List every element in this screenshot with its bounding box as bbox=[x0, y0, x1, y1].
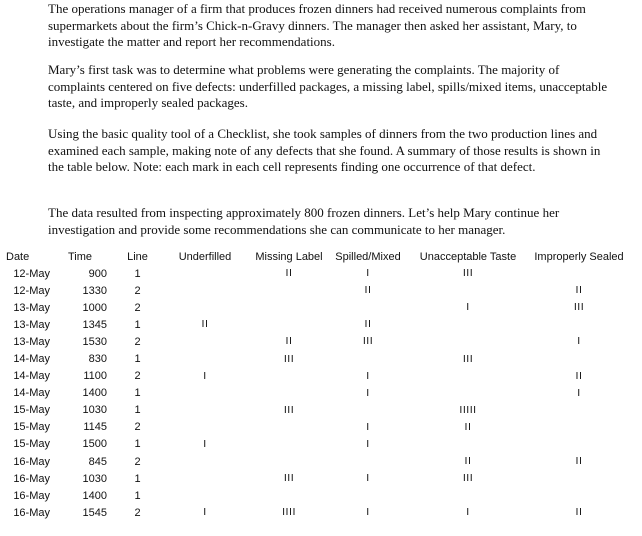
cell-underfilled bbox=[160, 453, 250, 470]
header-spilled-mixed: Spilled/Mixed bbox=[335, 250, 401, 263]
cell-spilled-mixed: I bbox=[366, 268, 370, 280]
header-improperly-sealed: Improperly Sealed bbox=[534, 250, 624, 263]
cell-line: 1 bbox=[134, 318, 141, 331]
cell-time: 1530 bbox=[82, 335, 107, 348]
cell-unacceptable-taste bbox=[408, 333, 528, 350]
cell-date: 15-May bbox=[13, 438, 50, 451]
cell-line: 1 bbox=[134, 353, 141, 366]
cell-time: 1545 bbox=[82, 506, 107, 519]
cell-time: 1400 bbox=[82, 387, 107, 400]
table-row bbox=[0, 402, 630, 419]
cell-line: 2 bbox=[134, 421, 141, 434]
cell-underfilled bbox=[160, 350, 250, 367]
cell-underfilled bbox=[160, 470, 250, 487]
cell-underfilled bbox=[160, 487, 250, 504]
paragraph-defects: Mary’s first task was to determine what problems were generating the complaints. The majority of complaints centered on five defects: underfilled packages, a missing label, spills/mixed items, unacceptable taste, and improperly sealed packages. bbox=[48, 62, 608, 110]
cell-spilled-mixed: II bbox=[364, 285, 372, 297]
cell-improperly-sealed: I bbox=[577, 387, 581, 399]
cell-spilled-mixed: II bbox=[364, 319, 372, 331]
table-row bbox=[0, 419, 630, 436]
cell-date: 13-May bbox=[13, 318, 50, 331]
cell-date: 16-May bbox=[13, 472, 50, 485]
cell-date: 15-May bbox=[13, 404, 50, 417]
header-underfilled: Underfilled bbox=[178, 250, 232, 263]
cell-missing-label: III bbox=[283, 473, 295, 485]
table-row bbox=[0, 299, 630, 316]
cell-improperly-sealed: III bbox=[573, 302, 585, 314]
cell-line: 1 bbox=[134, 404, 141, 417]
cell-line: 2 bbox=[134, 455, 141, 468]
header-line: Line bbox=[127, 250, 148, 263]
cell-spilled-mixed: I bbox=[366, 421, 370, 433]
cell-improperly-sealed bbox=[528, 470, 630, 487]
cell-unacceptable-taste: II bbox=[464, 456, 472, 468]
cell-improperly-sealed bbox=[528, 402, 630, 419]
cell-line: 2 bbox=[134, 370, 141, 383]
cell-improperly-sealed bbox=[528, 419, 630, 436]
cell-spilled-mixed bbox=[328, 299, 408, 316]
cell-unacceptable-taste bbox=[408, 385, 528, 402]
cell-unacceptable-taste: II bbox=[464, 421, 472, 433]
paragraph-intro: The operations manager of a firm that produces frozen dinners had received numerous complaints from supermarkets about the firm’s Chick-n-Gravy dinners. The manager then asked her assistant, Mary, to investigate the matter and report her recommendations. bbox=[48, 1, 586, 49]
cell-date: 15-May bbox=[13, 421, 50, 434]
table-header-row bbox=[0, 248, 630, 265]
header-missing-label: Missing Label bbox=[255, 250, 323, 263]
cell-unacceptable-taste: I bbox=[466, 302, 470, 314]
header-date: Date bbox=[6, 250, 30, 263]
cell-date: 14-May bbox=[13, 353, 50, 366]
table-body bbox=[0, 265, 630, 521]
cell-line: 1 bbox=[134, 489, 141, 502]
cell-time: 1100 bbox=[83, 370, 107, 383]
cell-underfilled bbox=[160, 299, 250, 316]
cell-missing-label: IIII bbox=[282, 507, 296, 519]
cell-spilled-mixed: I bbox=[366, 507, 370, 519]
cell-date: 12-May bbox=[13, 267, 50, 280]
cell-line: 2 bbox=[134, 506, 141, 519]
cell-missing-label bbox=[250, 282, 328, 299]
cell-improperly-sealed bbox=[528, 487, 630, 504]
cell-time: 830 bbox=[88, 353, 107, 366]
header-time: Time bbox=[68, 250, 93, 263]
cell-improperly-sealed bbox=[528, 316, 630, 333]
cell-line: 1 bbox=[134, 387, 141, 400]
cell-underfilled bbox=[160, 402, 250, 419]
cell-unacceptable-taste bbox=[408, 316, 528, 333]
cell-improperly-sealed: I bbox=[577, 336, 581, 348]
paragraph-conclusion: The data resulted from inspecting approximately 800 frozen dinners. Let’s help Mary continue her investigation and provide some recommendations she can communicate to her manager. bbox=[48, 205, 560, 237]
table-row bbox=[0, 333, 630, 350]
cell-underfilled: I bbox=[203, 370, 207, 382]
cell-missing-label: III bbox=[283, 404, 295, 416]
cell-missing-label: II bbox=[285, 336, 293, 348]
cell-spilled-mixed: I bbox=[366, 473, 370, 485]
cell-improperly-sealed bbox=[528, 350, 630, 367]
cell-time: 1000 bbox=[82, 301, 107, 314]
cell-improperly-sealed: II bbox=[575, 370, 583, 382]
cell-spilled-mixed bbox=[328, 453, 408, 470]
cell-line: 1 bbox=[134, 438, 141, 451]
cell-spilled-mixed bbox=[328, 487, 408, 504]
cell-underfilled bbox=[160, 265, 250, 282]
cell-line: 2 bbox=[134, 301, 141, 314]
cell-missing-label: III bbox=[283, 353, 295, 365]
table-row bbox=[0, 316, 630, 333]
defect-checklist-table bbox=[0, 248, 630, 521]
table-row bbox=[0, 265, 630, 282]
cell-unacceptable-taste: IIIII bbox=[459, 404, 477, 416]
cell-underfilled: I bbox=[203, 438, 207, 450]
cell-improperly-sealed bbox=[528, 265, 630, 282]
table-row bbox=[0, 504, 630, 521]
cell-time: 1330 bbox=[82, 284, 107, 297]
cell-improperly-sealed: II bbox=[575, 456, 583, 468]
table-row bbox=[0, 487, 630, 504]
table-row bbox=[0, 385, 630, 402]
table-row bbox=[0, 368, 630, 385]
cell-time: 1500 bbox=[82, 438, 107, 451]
table-row bbox=[0, 282, 630, 299]
cell-missing-label bbox=[250, 453, 328, 470]
cell-underfilled bbox=[160, 333, 250, 350]
cell-missing-label bbox=[250, 436, 328, 453]
cell-line: 2 bbox=[134, 335, 141, 348]
cell-missing-label bbox=[250, 385, 328, 402]
cell-unacceptable-taste bbox=[408, 436, 528, 453]
cell-missing-label bbox=[250, 419, 328, 436]
cell-date: 13-May bbox=[13, 301, 50, 314]
cell-time: 1400 bbox=[82, 489, 107, 502]
cell-spilled-mixed: I bbox=[366, 370, 370, 382]
cell-underfilled bbox=[160, 419, 250, 436]
cell-unacceptable-taste bbox=[408, 368, 528, 385]
cell-date: 14-May bbox=[13, 387, 50, 400]
cell-unacceptable-taste bbox=[408, 487, 528, 504]
cell-line: 2 bbox=[134, 284, 141, 297]
paragraph-checklist: Using the basic quality tool of a Checklist, she took samples of dinners from the two production lines and examined each sample, making note of any defects that she found. A summary of those results is shown in the table below. Note: each mark in each cell represents finding one occurrence of that defect. bbox=[48, 126, 601, 174]
cell-date: 16-May bbox=[13, 455, 50, 468]
cell-underfilled: I bbox=[203, 507, 207, 519]
cell-time: 900 bbox=[88, 267, 107, 280]
cell-time: 1145 bbox=[83, 421, 107, 434]
cell-underfilled bbox=[160, 282, 250, 299]
cell-date: 16-May bbox=[13, 489, 50, 502]
cell-date: 13-May bbox=[13, 335, 50, 348]
cell-underfilled bbox=[160, 385, 250, 402]
cell-missing-label bbox=[250, 487, 328, 504]
cell-missing-label bbox=[250, 368, 328, 385]
cell-unacceptable-taste: III bbox=[462, 473, 474, 485]
cell-underfilled: II bbox=[201, 319, 209, 331]
cell-unacceptable-taste: III bbox=[462, 353, 474, 365]
cell-date: 16-May bbox=[13, 506, 50, 519]
cell-date: 12-May bbox=[13, 284, 50, 297]
header-unacceptable-taste: Unacceptable Taste bbox=[419, 250, 517, 263]
table-row bbox=[0, 350, 630, 367]
cell-spilled-mixed: I bbox=[366, 387, 370, 399]
cell-time: 1345 bbox=[82, 318, 107, 331]
table-row bbox=[0, 436, 630, 453]
cell-line: 1 bbox=[134, 267, 141, 280]
cell-missing-label bbox=[250, 299, 328, 316]
table-row bbox=[0, 453, 630, 470]
cell-unacceptable-taste bbox=[408, 282, 528, 299]
cell-date: 14-May bbox=[13, 370, 50, 383]
cell-improperly-sealed: II bbox=[575, 507, 583, 519]
table-row bbox=[0, 470, 630, 487]
cell-time: 1030 bbox=[82, 472, 107, 485]
cell-improperly-sealed bbox=[528, 436, 630, 453]
cell-unacceptable-taste: III bbox=[462, 268, 474, 280]
cell-spilled-mixed bbox=[328, 402, 408, 419]
cell-spilled-mixed: III bbox=[362, 336, 374, 348]
cell-missing-label bbox=[250, 316, 328, 333]
cell-time: 845 bbox=[88, 455, 107, 468]
cell-spilled-mixed: I bbox=[366, 438, 370, 450]
cell-time: 1030 bbox=[82, 404, 107, 417]
cell-line: 1 bbox=[134, 472, 141, 485]
cell-missing-label: II bbox=[285, 268, 293, 280]
cell-improperly-sealed: II bbox=[575, 285, 583, 297]
cell-unacceptable-taste: I bbox=[466, 507, 470, 519]
cell-spilled-mixed bbox=[328, 350, 408, 367]
